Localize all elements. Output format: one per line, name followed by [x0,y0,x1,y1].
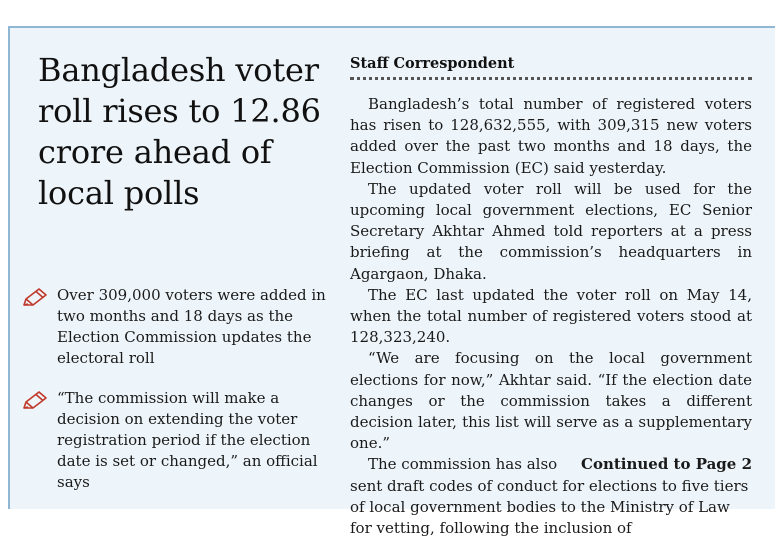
highlight-item [22,285,332,369]
highlight-text: Over 309,000 voters were added in two months and 18 days as the Election Commission updates the electoral roll [57,286,326,367]
continued-link[interactable]: Continued to Page 2 [581,455,752,474]
article-paragraph: The EC last updated the voter roll on May 14, when the total number of registered voters stood at 128,323,240. [350,285,752,347]
article-paragraph-last [350,454,752,539]
pencil-icon [22,390,50,410]
highlight-text: “The commission will make a decision on extending the voter registration period if the election date is set or changed,” an official says [57,389,318,491]
article-paragraph: “We are focusing on the local government elections for now,” Akhtar said. “If the election date changes or the commission takes a different decision later, this list will serve as a supplementary one.” [350,349,752,453]
byline: Staff Correspondent [350,55,515,72]
article-paragraph: The updated voter roll will be used for the upcoming local government elections, EC Senior Secretary Akhtar Ahmed told reporters at a press briefing at the commission’s headquarters in Agargaon, Dhaka. [350,179,752,283]
article-body [350,94,752,539]
highlight-item [22,388,332,493]
pencil-icon [22,287,50,307]
article-paragraph-text: The commission has also sent draft codes of conduct for elections to five tiers of local government bodies to the Ministry of Law for vetting, following the inclusion of [350,455,749,538]
byline-divider [350,77,752,80]
article-paragraph: Bangladesh’s total number of registered voters has risen to 128,632,555, with 309,315 new voters added over the past two months and 18 days, the Election Commission (EC) said yesterday. [350,95,752,177]
headline: Bangladesh voter roll rises to 12.86 crore ahead of local polls [38,51,321,212]
